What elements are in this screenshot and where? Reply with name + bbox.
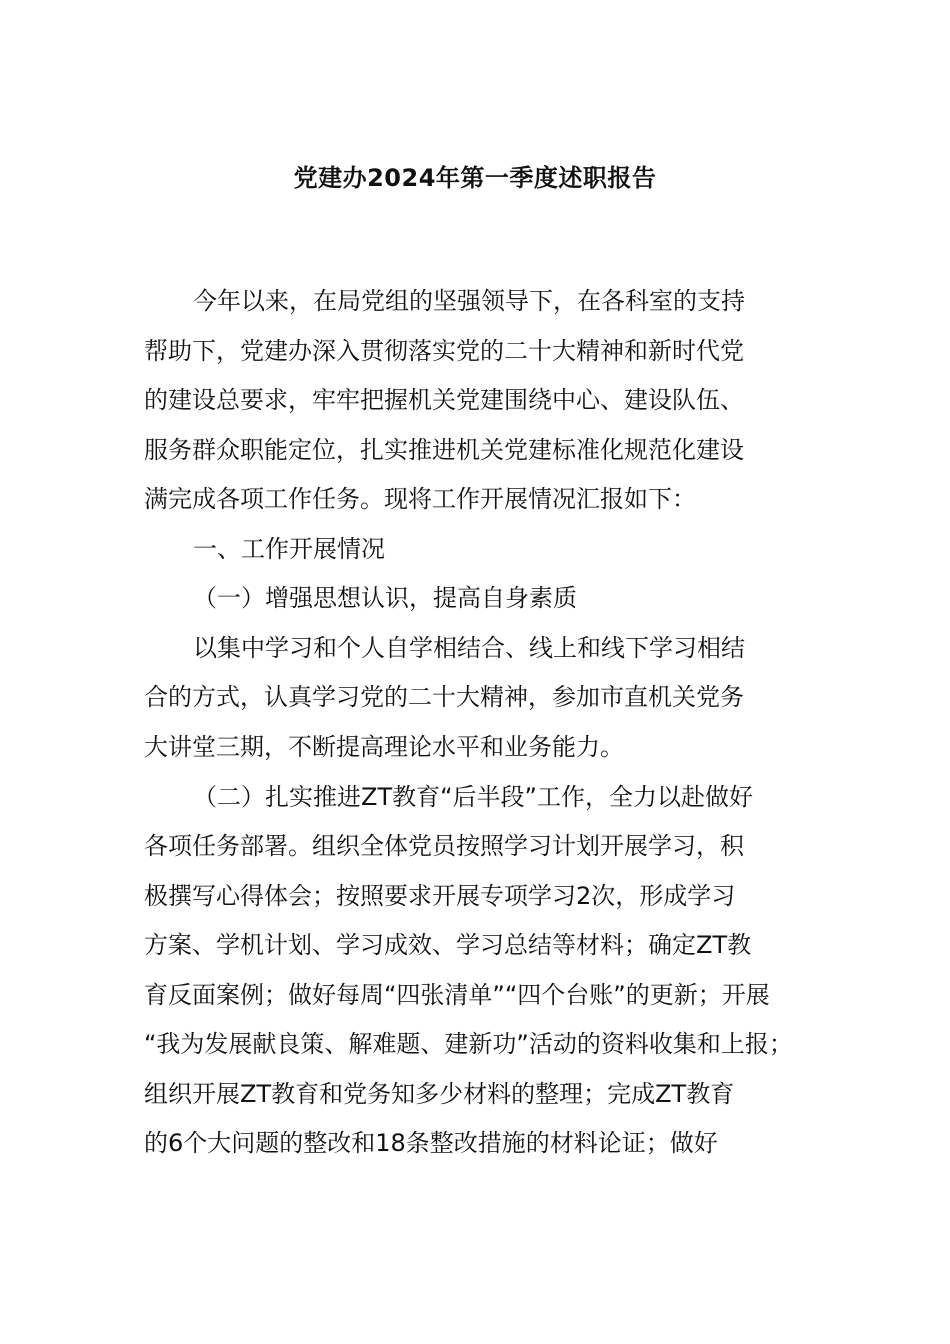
paragraph-line: 的6个大问题的整改和18条整改措施的材料论证；做好 [144, 1129, 718, 1157]
document-title: 党建办2024年第一季度述职报告 [293, 164, 657, 192]
paragraph-line: 服务群众职能定位，扎实推进机关党建标准化规范化建设 [144, 436, 744, 464]
paragraph-line: 以集中学习和个人自学相结合、线上和线下学习相结 [193, 634, 745, 662]
section-heading: 一、工作开展情况 [193, 535, 385, 563]
paragraph-line: 极撰写心得体会；按照要求开展专项学习2次，形成学习 [144, 882, 736, 910]
paragraph-line: 的建设总要求，牢牢把握机关党建围绕中心、建设队伍、 [144, 386, 744, 414]
paragraph-line: 帮助下，党建办深入贯彻落实党的二十大精神和新时代党 [144, 337, 744, 365]
paragraph-line: 大讲堂三期，不断提高理论水平和业务能力。 [144, 733, 624, 761]
paragraph-line: 育反面案例；做好每周“四张清单”“四个台账”的更新；开展 [144, 981, 770, 1009]
paragraph-line: 各项任务部署。组织全体党员按照学习计划开展学习，积 [144, 832, 744, 860]
paragraph-line: （二）扎实推进ZT教育“后半段”工作，全力以赴做好 [193, 783, 753, 811]
paragraph-line: “我为发展献良策、解难题、建新功”活动的资料收集和上报； [144, 1030, 793, 1058]
subsection-heading: （一）增强思想认识，提高自身素质 [193, 584, 577, 612]
paragraph-line: 合的方式，认真学习党的二十大精神，参加市直机关党务 [144, 683, 744, 711]
paragraph-line: 今年以来，在局党组的坚强领导下，在各科室的支持 [193, 287, 745, 315]
paragraph-line: 满完成各项工作任务。现将工作开展情况汇报如下： [144, 485, 696, 513]
paragraph-line: 方案、学机计划、学习成效、学习总结等材料；确定ZT教 [144, 931, 752, 959]
paragraph-line: 组织开展ZT教育和党务知多少材料的整理；完成ZT教育 [144, 1080, 735, 1108]
